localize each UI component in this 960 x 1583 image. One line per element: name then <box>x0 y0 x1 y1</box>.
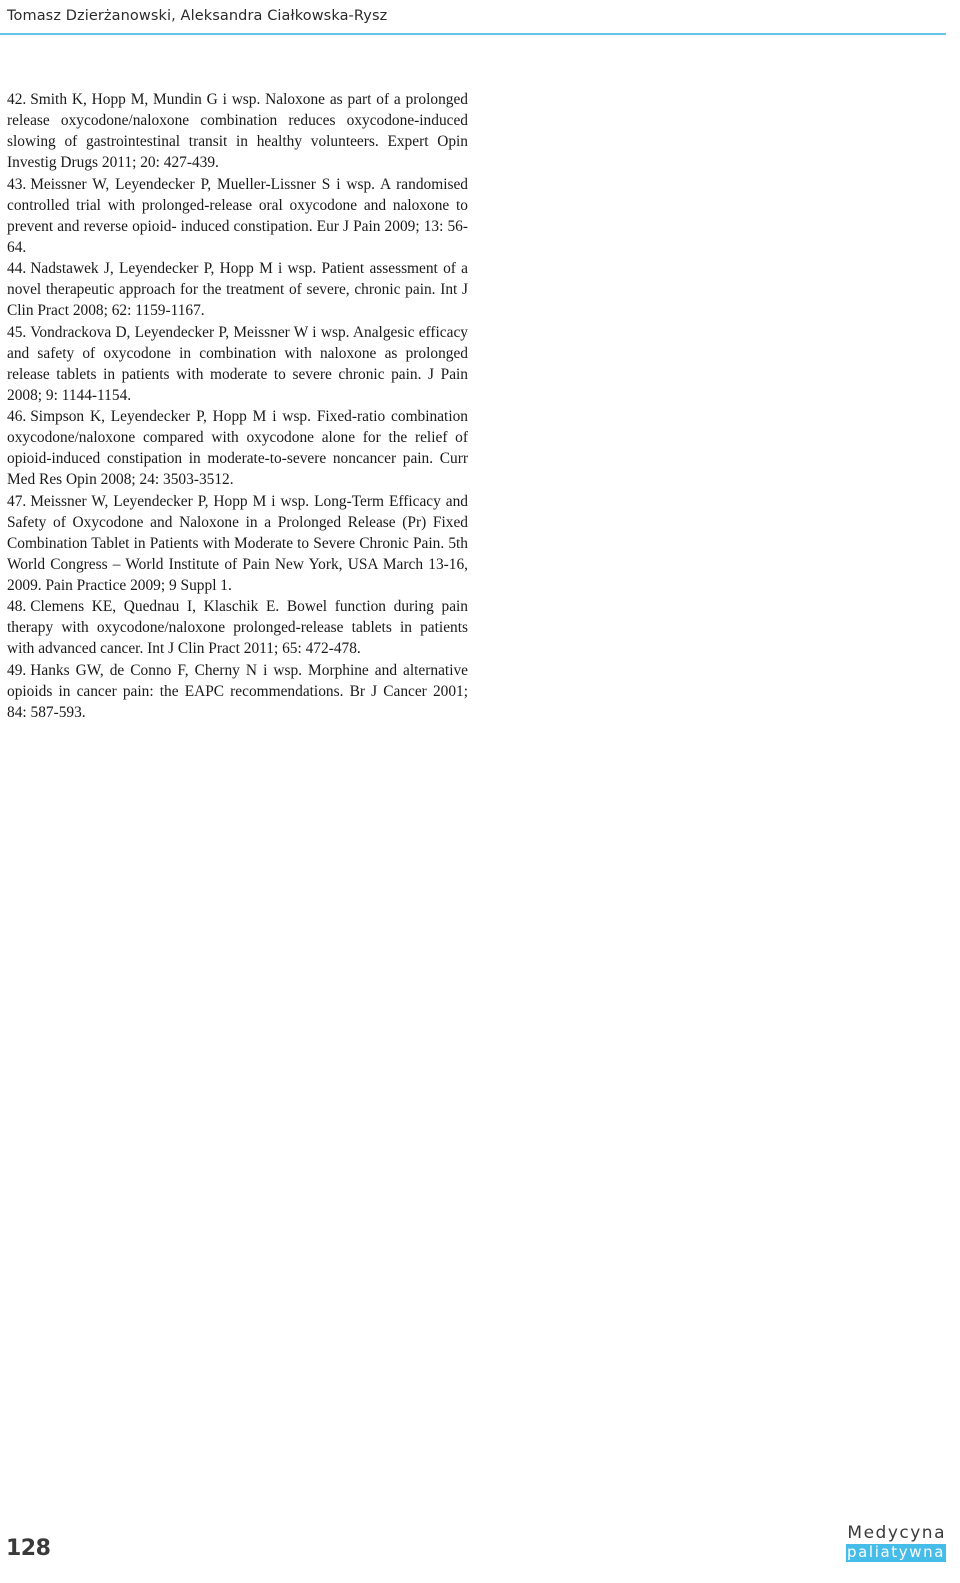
reference-text: Hanks GW, de Conno F, Cherny N i wsp. Morphine and alternative opioids in cancer pain: the EAPC recommendations. Br J Cancer 2001; 84: 587-593. <box>7 661 468 721</box>
reference-text: Meissner W, Leyendecker P, Hopp M i wsp. Long-Term Efficacy and Safety of Oxycodone and Naloxone in a Prolonged Release (Pr) Fixed Combination Tablet in Patients with Moderate to Severe Chronic Pain. 5th World Congress – World Institute of Pain New York, USA March 13-16, 2009. Pain Practice 2009; 9 Suppl 1. <box>7 492 468 594</box>
reference-list <box>7 89 468 723</box>
reference-number: 43. <box>7 175 27 193</box>
reference-text: Nadstawek J, Leyendecker P, Hopp M i wsp. Patient assessment of a novel therapeutic approach for the treatment of severe, chronic pain. Int J Clin Pract 2008; 62: 1159-1167. <box>7 260 468 319</box>
reference-item <box>7 174 468 258</box>
reference-number: 42. <box>7 91 27 108</box>
reference-number: 45. <box>7 323 27 341</box>
reference-number: 47. <box>7 492 27 510</box>
reference-text: Simpson K, Leyendecker P, Hopp M i wsp. Fixed-ratio combination oxycodone/naloxone compared with oxycodone alone for the relief of opioid-induced constipation in moderate-to-severe noncancer pain. Curr Med Res Opin 2008; 24: 3503-3512. <box>7 408 468 488</box>
journal-logo <box>846 1525 946 1562</box>
reference-text: Meissner W, Leyendecker P, Mueller-Lissner S i wsp. A randomised controlled trial with prolonged-release oral oxycodone and naloxone to prevent and reverse opioid- induced constipation. Eur J Pain 2009; 13: 56-64. <box>7 175 468 256</box>
reference-number: 44. <box>7 260 27 277</box>
reference-text: Clemens KE, Quednau I, Klaschik E. Bowel function during pain therapy with oxycodone/naloxone prolonged-release tablets in patients with advanced cancer. Int J Clin Pract 2011; 65: 472-478. <box>7 598 468 657</box>
header-divider <box>0 33 946 35</box>
journal-logo-title: Medycyna <box>847 1523 946 1543</box>
reference-item <box>7 406 468 490</box>
reference-number: 49. <box>7 661 27 679</box>
reference-item <box>7 660 468 723</box>
reference-item <box>7 596 468 659</box>
reference-number: 48. <box>7 598 27 615</box>
reference-item <box>7 322 468 406</box>
reference-item <box>7 89 468 173</box>
reference-text: Smith K, Hopp M, Mundin G i wsp. Naloxone as part of a prolonged release oxycodone/naloxone combination reduces oxycodone-induced slowing of gastrointestinal transit in healthy volunteers. Expert Opin Investig Drugs 2011; 20: 427-439. <box>7 91 468 171</box>
reference-number: 46. <box>7 408 27 425</box>
reference-item <box>7 258 468 321</box>
reference-text: Vondrackova D, Leyendecker P, Meissner W i wsp. Analgesic efficacy and safety of oxycodone in combination with naloxone as prolonged release tablets in patients with moderate to severe chronic pain. J Pain 2008; 9: 1144-1154. <box>7 323 468 404</box>
running-header-authors: Tomasz Dzierżanowski, Aleksandra Ciałkowska-Rysz <box>7 8 388 24</box>
reference-item <box>7 491 468 596</box>
journal-logo-subtitle: paliatywna <box>847 1543 945 1561</box>
page-number: 128 <box>6 1536 51 1561</box>
